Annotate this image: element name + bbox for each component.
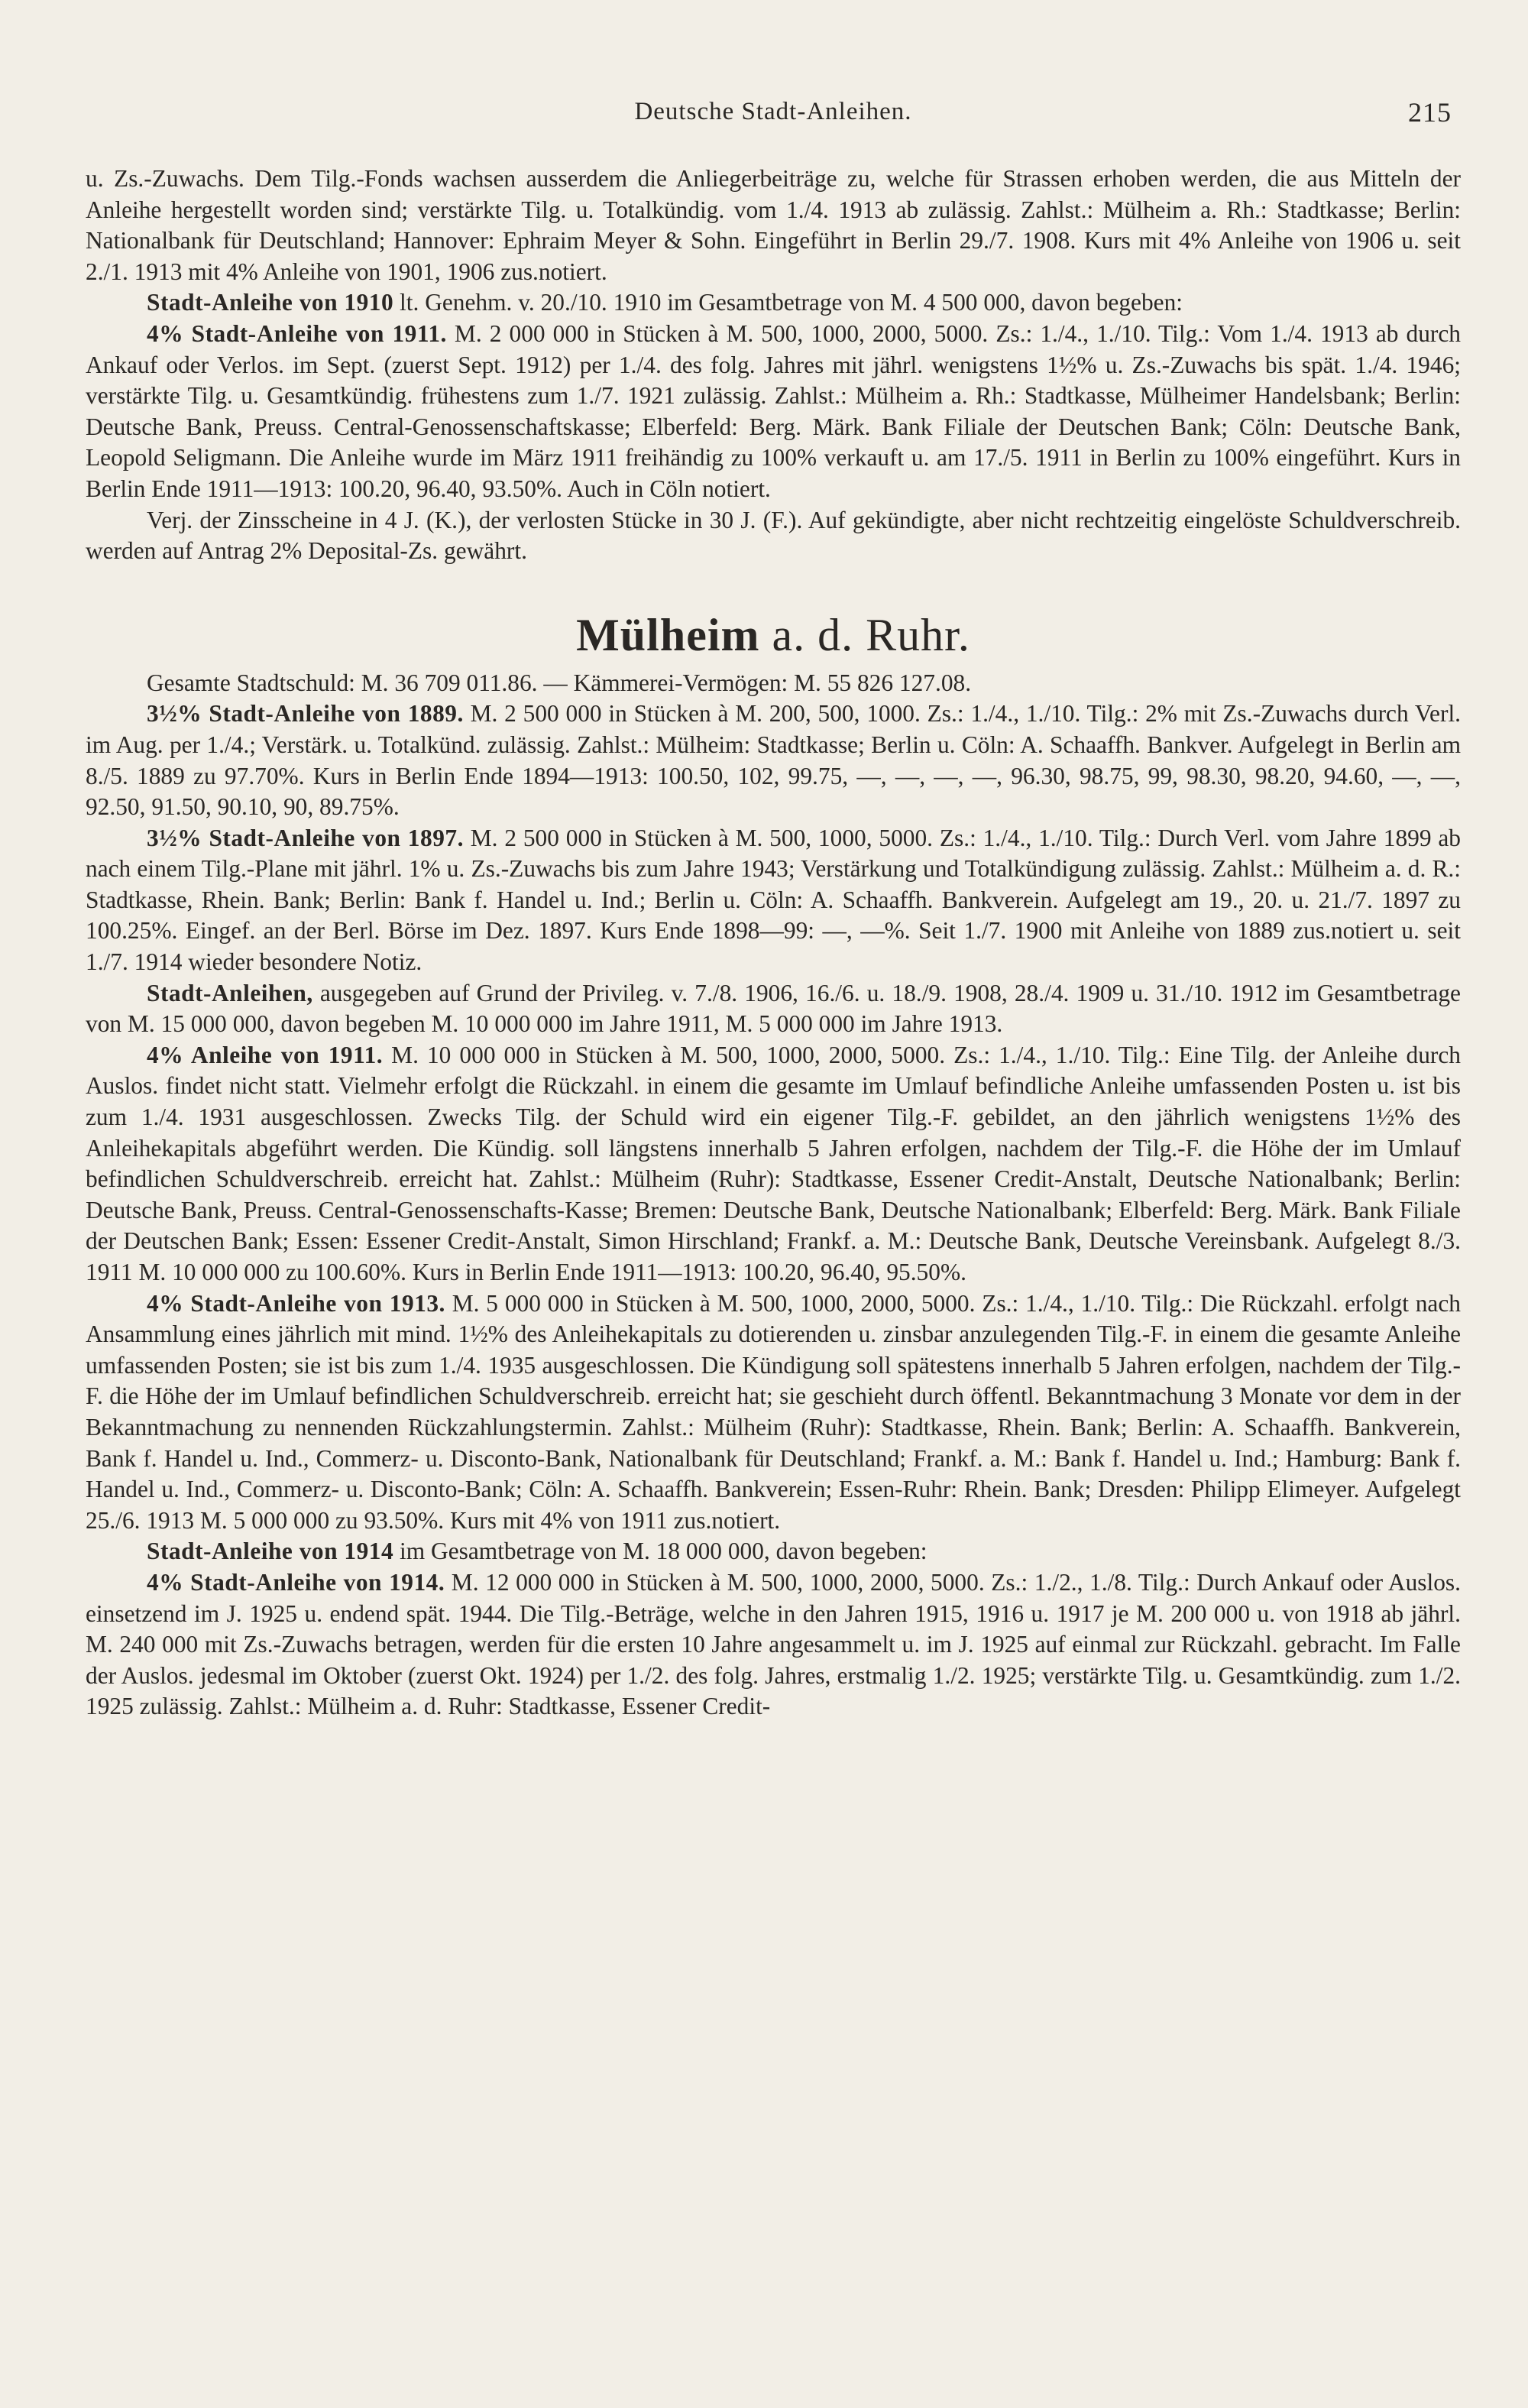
section-muelheim-ruhr xyxy=(86,668,1461,1723)
loan-heading: Stadt-Anleihen, xyxy=(147,979,313,1006)
section-title-city: Mülheim xyxy=(576,609,760,660)
loan-text: M. 2 500 000 in Stücken à M. 200, 500, 1000. Zs.: 1./4., 1./10. Tilg.: 2% mit Zs.-Zuwachs durch Verl. im Aug. per 1./4.; Verstärk. u. Totalkünd. zulässig. Zahlst.: Mülheim: Stadtkasse; Berlin u. Cöln: A. Schaaffh. Bankver. Aufgelegt in Berlin am 8./5. 1889 zu 97.70%. Kurs in Berlin Ende 1894—1913: 100.50, 102, 99.75, —, —, —, —, 96.30, 98.75, 99, 98.30, 98.20, 94.60, —, —, 92.50, 91.50, 90.10, 90, 89.75%. xyxy=(86,700,1462,821)
section-title xyxy=(86,608,1461,662)
paragraph-anleihe-1914 xyxy=(86,1567,1461,1723)
loan-text: ausgegeben auf Grund der Privileg. v. 7./8. 1906, 16./6. u. 18./9. 1908, 28./4. 1909 u. 31./10. 1912 im Gesamtbetrage von M. 15 000 000, davon begeben M. 10 000 000 im Jahre 1911, M. 5 000 000 im Jahre 1913. xyxy=(86,979,1461,1038)
paragraph-verjaehrung: Verj. der Zinsscheine in 4 J. (K.), der verlosten Stücke in 30 J. (F.). Auf gekündigte, aber nicht rechtzeitig eingelöste Schuldverschreib. werden auf Antrag 2% Deposital-Zs. gewährt. xyxy=(86,506,1461,565)
page-number: 215 xyxy=(1408,97,1452,128)
loan-text: M. 5 000 000 in Stücken à M. 500, 1000, 2000, 5000. Zs.: 1./4., 1./10. Tilg.: Die Rückzahl. erfolgt nach Ansammlung eines jährlich mit mind. 1½% des Anleihekapitals zu dotierenden u. zinsbar anzulegenden Tilg.-F. in einem die gesamte Anleihe umfassenden Posten; sie ist bis zum 1./4. 1935 ausgeschlossen. Die Kündigung soll spätestens innerhalb 5 Jahren erfolgen, nachdem der Tilg.-F. die Höhe der im Umlauf befindlichen Schuldverschreib. erreicht hat; sie geschieht durch öffentl. Bekanntmachung 3 Monate vor dem in der Bekanntmachung zu nennenden Rückzahlungstermin. Zahlst.: Mülheim (Ruhr): Stadtkasse, Rhein. Bank; Berlin: A. Schaaffh. Bankverein, Bank f. Handel u. Ind., Commerz- u. Disconto-Bank, Nationalbank für Deutschland; Frankf. a. M.: Bank f. Handel u. Ind.; Hamburg: Bank f. Handel u. Ind., Commerz- u. Disconto-Bank; Cöln: A. Schaaffh. Bankverein; Essen-Ruhr: Rhein. Bank; Dresden: Philipp Elimeyer. Aufgelegt 25./6. 1913 M. 5 000 000 zu 93.50%. Kurs mit 4% von 1911 zus.notiert. xyxy=(86,1289,1461,1534)
paragraph-anleihe-1914-total xyxy=(86,1536,1461,1567)
paragraph-anleihe-1897 xyxy=(86,823,1461,978)
debt-summary: Gesamte Stadtschuld: M. 36 709 011.86. — Kämmerei-Vermögen: M. 55 826 127.08. xyxy=(147,669,972,696)
loan-text: M. 2 500 000 in Stücken à M. 500, 1000, 5000. Zs.: 1./4., 1./10. Tilg.: Durch Verl. vom Jahre 1899 ab nach einem Tilg.-Plane mit jährl. 1% u. Zs.-Zuwachs bis zum Jahre 1943; Verstärkung und Totalkündigung zulässig. Zahlst.: Mülheim a. d. R.: Stadtkasse, Rhein. Bank; Berlin: Bank f. Handel u. Ind.; Berlin u. Cöln: A. Schaaffh. Bankverein. Aufgelegt am 19., 20. u. 21./7. 1897 zu 100.25%. Eingef. an der Berl. Börse im Dez. 1897. Kurs Ende 1898—99: —, —%. Seit 1./7. 1900 mit Anleihe von 1889 zus.notiert u. seit 1./7. 1914 wieder besondere Notiz. xyxy=(86,824,1462,976)
loan-heading: 4% Anleihe von 1911. xyxy=(147,1041,384,1068)
loan-heading: Stadt-Anleihe von 1914 xyxy=(147,1538,394,1565)
paragraph-anleihe-1910 xyxy=(86,287,1461,319)
paragraph-anleihe-1911 xyxy=(86,1040,1461,1288)
loan-heading: 4% Stadt-Anleihe von 1914. xyxy=(147,1568,445,1596)
loan-text: M. 12 000 000 in Stücken à M. 500, 1000, 2000, 5000. Zs.: 1./2., 1./8. Tilg.: Durch Ankauf oder Auslos. einsetzend im J. 1925 u. endend spät. 1944. Die Tilg.-Beträge, welche in den Jahren 1915, 1916 u. 1917 je M. 200 000 u. von 1918 ab jährl. M. 240 000 mit Zs.-Zuwachs betragen, werden für die ersten 10 Jahre angesammelt u. im J. 1925 auf einmal zur Rückzahl. gebracht. Im Falle der Auslos. jedesmal im Oktober (zuerst Okt. 1924) per 1./2. des folg. Jahres, erstmalig 1./2. 1925; verstärkte Tilg. u. Gesamtkündig. zum 1./2. 1925 zulässig. Zahlst.: Mülheim a. d. Ruhr: Stadtkasse, Essener Credit- xyxy=(86,1568,1461,1720)
running-title: Deutsche Stadt-Anleihen. xyxy=(634,98,912,125)
loan-text: im Gesamtbetrage von M. 18 000 000, davon begeben: xyxy=(393,1538,927,1565)
loan-text: lt. Genehm. v. 20./10. 1910 im Gesamtbetrage von M. 4 500 000, davon begeben: xyxy=(393,289,1183,316)
loan-heading: 4% Stadt-Anleihe von 1911. xyxy=(147,319,447,347)
loan-heading: Stadt-Anleihe von 1910 xyxy=(147,289,394,316)
section-title-rest: a. d. Ruhr. xyxy=(759,609,970,660)
loan-heading: 3½% Stadt-Anleihe von 1889. xyxy=(147,700,464,728)
previous-section-continuation xyxy=(86,164,1461,567)
loan-heading: 4% Stadt-Anleihe von 1913. xyxy=(147,1289,445,1317)
loan-text: M. 2 000 000 in Stücken à M. 500, 1000, 2000, 5000. Zs.: 1./4., 1./10. Tilg.: Vom 1./4. 1913 ab durch Ankauf oder Verlos. im Sept. (zuerst Sept. 1912) per 1./4. des folg. Jahres mit jährl. wenigstens 1½% u. Zs.-Zuwachs bis spät. 1./4. 1946; verstärkte Tilg. u. Gesamtkündig. frühestens zum 1./7. 1921 zulässig. Zahlst.: Mülheim a. Rh.: Stadtkasse, Mülheimer Handelsbank; Berlin: Deutsche Bank, Preuss. Central-Genossenschaftskasse; Elberfeld: Berg. Märk. Bank Filiale der Deutschen Bank; Cöln: Deutsche Bank, Leopold Seligmann. Die Anleihe wurde im März 1911 freihändig zu 100% verkauft u. am 17./5. 1911 in Berlin zu 100% eingeführt. Kurs in Berlin Ende 1911—1913: 100.20, 96.40, 93.50%. Auch in Cöln notiert. xyxy=(86,319,1461,502)
loan-text: M. 10 000 000 in Stücken à M. 500, 1000, 2000, 5000. Zs.: 1./4., 1./10. Tilg.: Eine Tilg. der Anleihe durch Auslos. findet nicht statt. Vielmehr erfolgt die Rückzahl. in einem die gesamte im Umlauf befindliche Anleihe umfassenden Posten u. ist bis zum 1./4. 1931 ausgeschlossen. Zwecks Tilg. der Schuld wird ein eigener Tilg.-F. gebildet, an den jährlich wenigstens 1½% des Anleihekapitals abgeführt werden. Die Kündig. soll längstens innerhalb 5 Jahren erfolgen, nachdem der Tilg.-F. die Höhe der im Umlauf befindlichen Schuldverschreib. erreicht hat. Zahlst.: Mülheim (Ruhr): Stadtkasse, Essener Credit-Anstalt, Deutsche Nationalbank; Berlin: Deutsche Bank, Preuss. Central-Genossenschafts-Kasse; Bremen: Deutsche Bank, Deutsche Nationalbank; Elberfeld: Berg. Märk. Bank Filiale der Deutschen Bank; Essen: Essener Credit-Anstalt, Simon Hirschland; Frankf. a. M.: Deutsche Bank, Deutsche Vereinsbank. Aufgelegt 8./3. 1911 M. 10 000 000 zu 100.60%. Kurs in Berlin Ende 1911—1913: 100.20, 96.40, 95.50%. xyxy=(86,1041,1461,1285)
paragraph-anleihe-1911 xyxy=(86,319,1461,505)
paragraph-anleihe-1889 xyxy=(86,698,1461,822)
paragraph-continuation: u. Zs.-Zuwachs. Dem Tilg.-Fonds wachsen ausserdem die Anliegerbeiträge zu, welche für Strassen erhoben werden, die aus Mitteln der Anleihe hergestellt worden sind; verstärkte Tilg. u. Totalkündig. vom 1./4. 1913 ab zulässig. Zahlst.: Mülheim a. Rh.: Stadtkasse; Berlin: Nationalbank für Deutschland; Hannover: Ephraim Meyer & Sohn. Eingeführt in Berlin 29./7. 1908. Kurs mit 4% Anleihe von 1906 u. seit 2./1. 1913 mit 4% Anleihe von 1901, 1906 zus.notiert. xyxy=(86,165,1461,285)
paragraph-anleihe-1913 xyxy=(86,1288,1461,1537)
page-header xyxy=(86,98,1461,145)
loan-heading: 3½% Stadt-Anleihe von 1897. xyxy=(147,824,464,851)
paragraph-stadt-anleihen xyxy=(86,978,1461,1040)
